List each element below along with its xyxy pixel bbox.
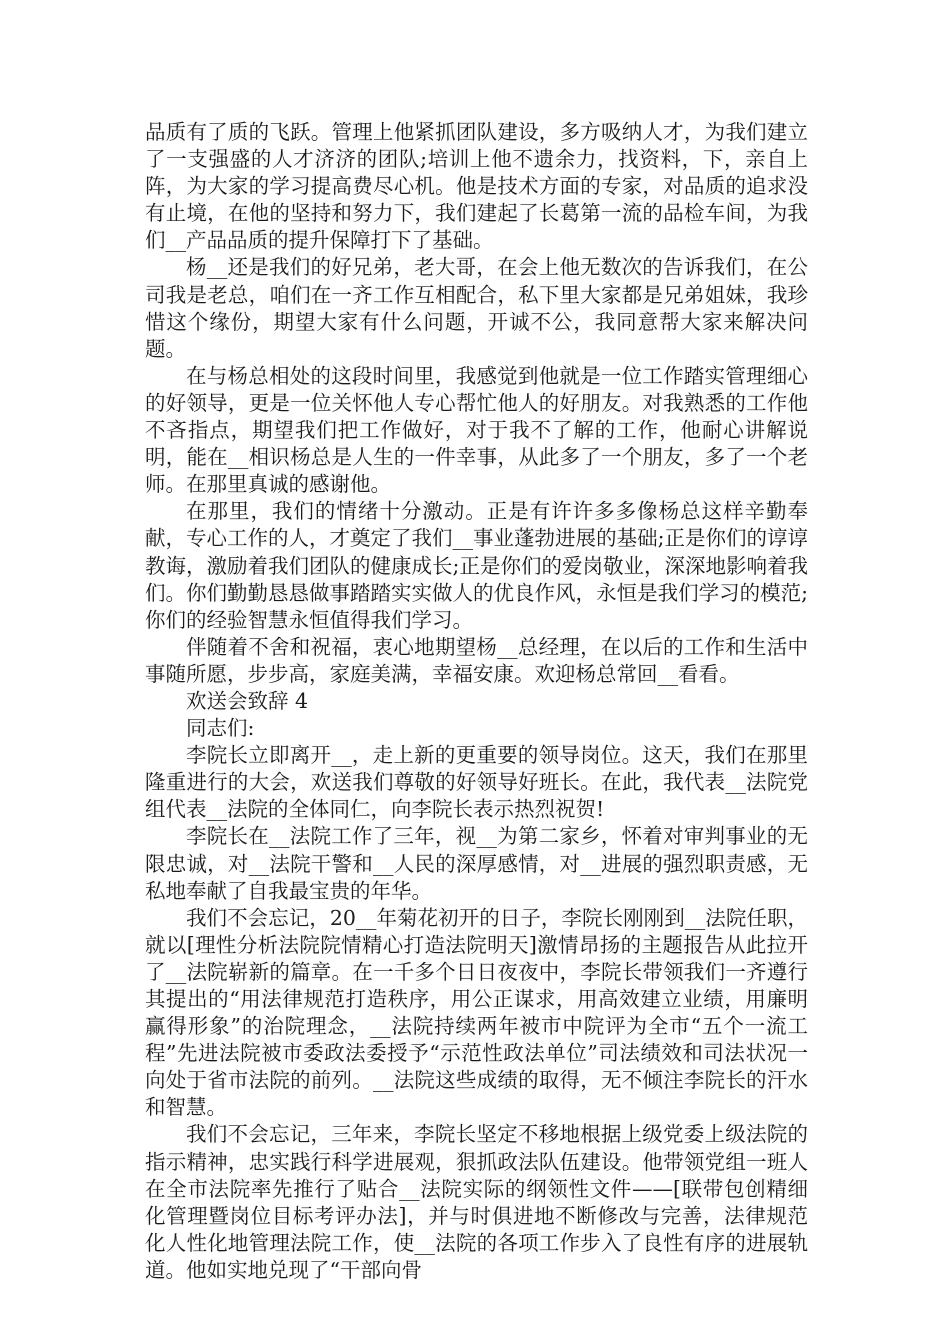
paragraph: 杨__还是我们的好兄弟，老大哥，在会上他无数次的告诉我们，在公司我是老总，咱们在一齐工作互相配合，私下里大家都是兄弟姐妹，我珍惜这个缘份，期望大家有什么问题，开诚不公，我同意帮大家来解决问题。	[145, 255, 808, 361]
document-body	[145, 119, 808, 1284]
paragraph: 我们不会忘记，20__年菊花初开的日子，李院长刚刚到__法院任职，就以[理性分析法院院情精心打造法院明天]激情昂扬的主题报告从此拉开了__法院崭新的篇章。在一千多个日日夜夜中，李院长带领我们一齐遵行其提出的“用法律规范打造秩序，用公正谋求，用高效建立业绩，用廉明赢得形象”的治院理念，__法院持续两年被市中院评为全市“五个一流工程”先进法院被市委政法委授予“示范性政法单位”司法绩效和司法状况一向处于省市法院的前列。__法院这些成绩的取得，无不倾注李院长的汗水和智慧。	[145, 905, 808, 1120]
paragraph: 我们不会忘记，三年来，李院长坚定不移地根据上级党委上级法院的指示精神，忠实践行科学进展观，狠抓政法队伍建设。他带领党组一班人在全市法院率先推行了贴合__法院实际的纲领性文件——[联带包创精细化管理暨岗位目标考评办法]，并与时俱进地不断修改与完善，法律规范化人性化地管理法院工作，使__法院的各项工作步入了良性有序的进展轨道。他如实地兑现了“干部向骨	[145, 1122, 808, 1282]
paragraph-continuation: 品质有了质的飞跃。管理上他紧抓团队建设，多方吸纳人才，为我们建立了一支强盛的人才济济的团队;培训上他不遗余力，找资料，下，亲自上阵，为大家的学习提高费尽心机。他是技术方面的专家，对品质的追求没有止境，在他的坚持和努力下，我们建起了长葛第一流的品检车间，为我们__产品品质的提升保障打下了基础。	[145, 120, 808, 253]
paragraph: 伴随着不舍和祝福，衷心地期望杨__总经理，在以后的工作和生活中事随所愿，步步高，家庭美满，幸福安康。欢迎杨总常回__看看。	[145, 634, 808, 686]
paragraph: 李院长立即离开__，走上新的更重要的领导岗位。这天，我们在那里隆重进行的大会，欢送我们尊敬的好领导好班长。在此，我代表__法院党组代表__法院的全体同仁，向李院长表示热烈祝贺!	[145, 743, 808, 822]
paragraph: 李院长在__法院工作了三年，视__为第二家乡，怀着对审判事业的无限忠诚，对__法院干警和__人民的深厚感情，对__进展的强烈职责感，无私地奉献了自我最宝贵的年华。	[145, 824, 808, 903]
paragraph: 在那里，我们的情绪十分激动。正是有许许多多像杨总这样辛勤奉献，专心工作的人，才奠定了我们__事业蓬勃进展的基础;正是你们的谆谆教诲，激励着我们团队的健康成长;正是你们的爱岗敬业，深深地影响着我们。你们勤勤恳恳做事踏踏实实做人的优良作风，永恒是我们学习的模范;你们的经验智慧永恒值得我们学习。	[145, 499, 808, 632]
paragraph: 在与杨总相处的这段时间里，我感觉到他就是一位工作踏实管理细心的好领导，更是一位关怀他人专心帮忙他人的好朋友。对我熟悉的工作他不吝指点，期望我们把工作做好，对于我不了解的工作，他耐心讲解说明，能在__相识杨总是人生的一件幸事，从此多了一个朋友，多了一个老师。在那里真诚的感谢他。	[145, 363, 808, 497]
salutation: 同志们:	[186, 716, 255, 741]
section-heading: 欢送会致辞 4	[186, 688, 309, 713]
